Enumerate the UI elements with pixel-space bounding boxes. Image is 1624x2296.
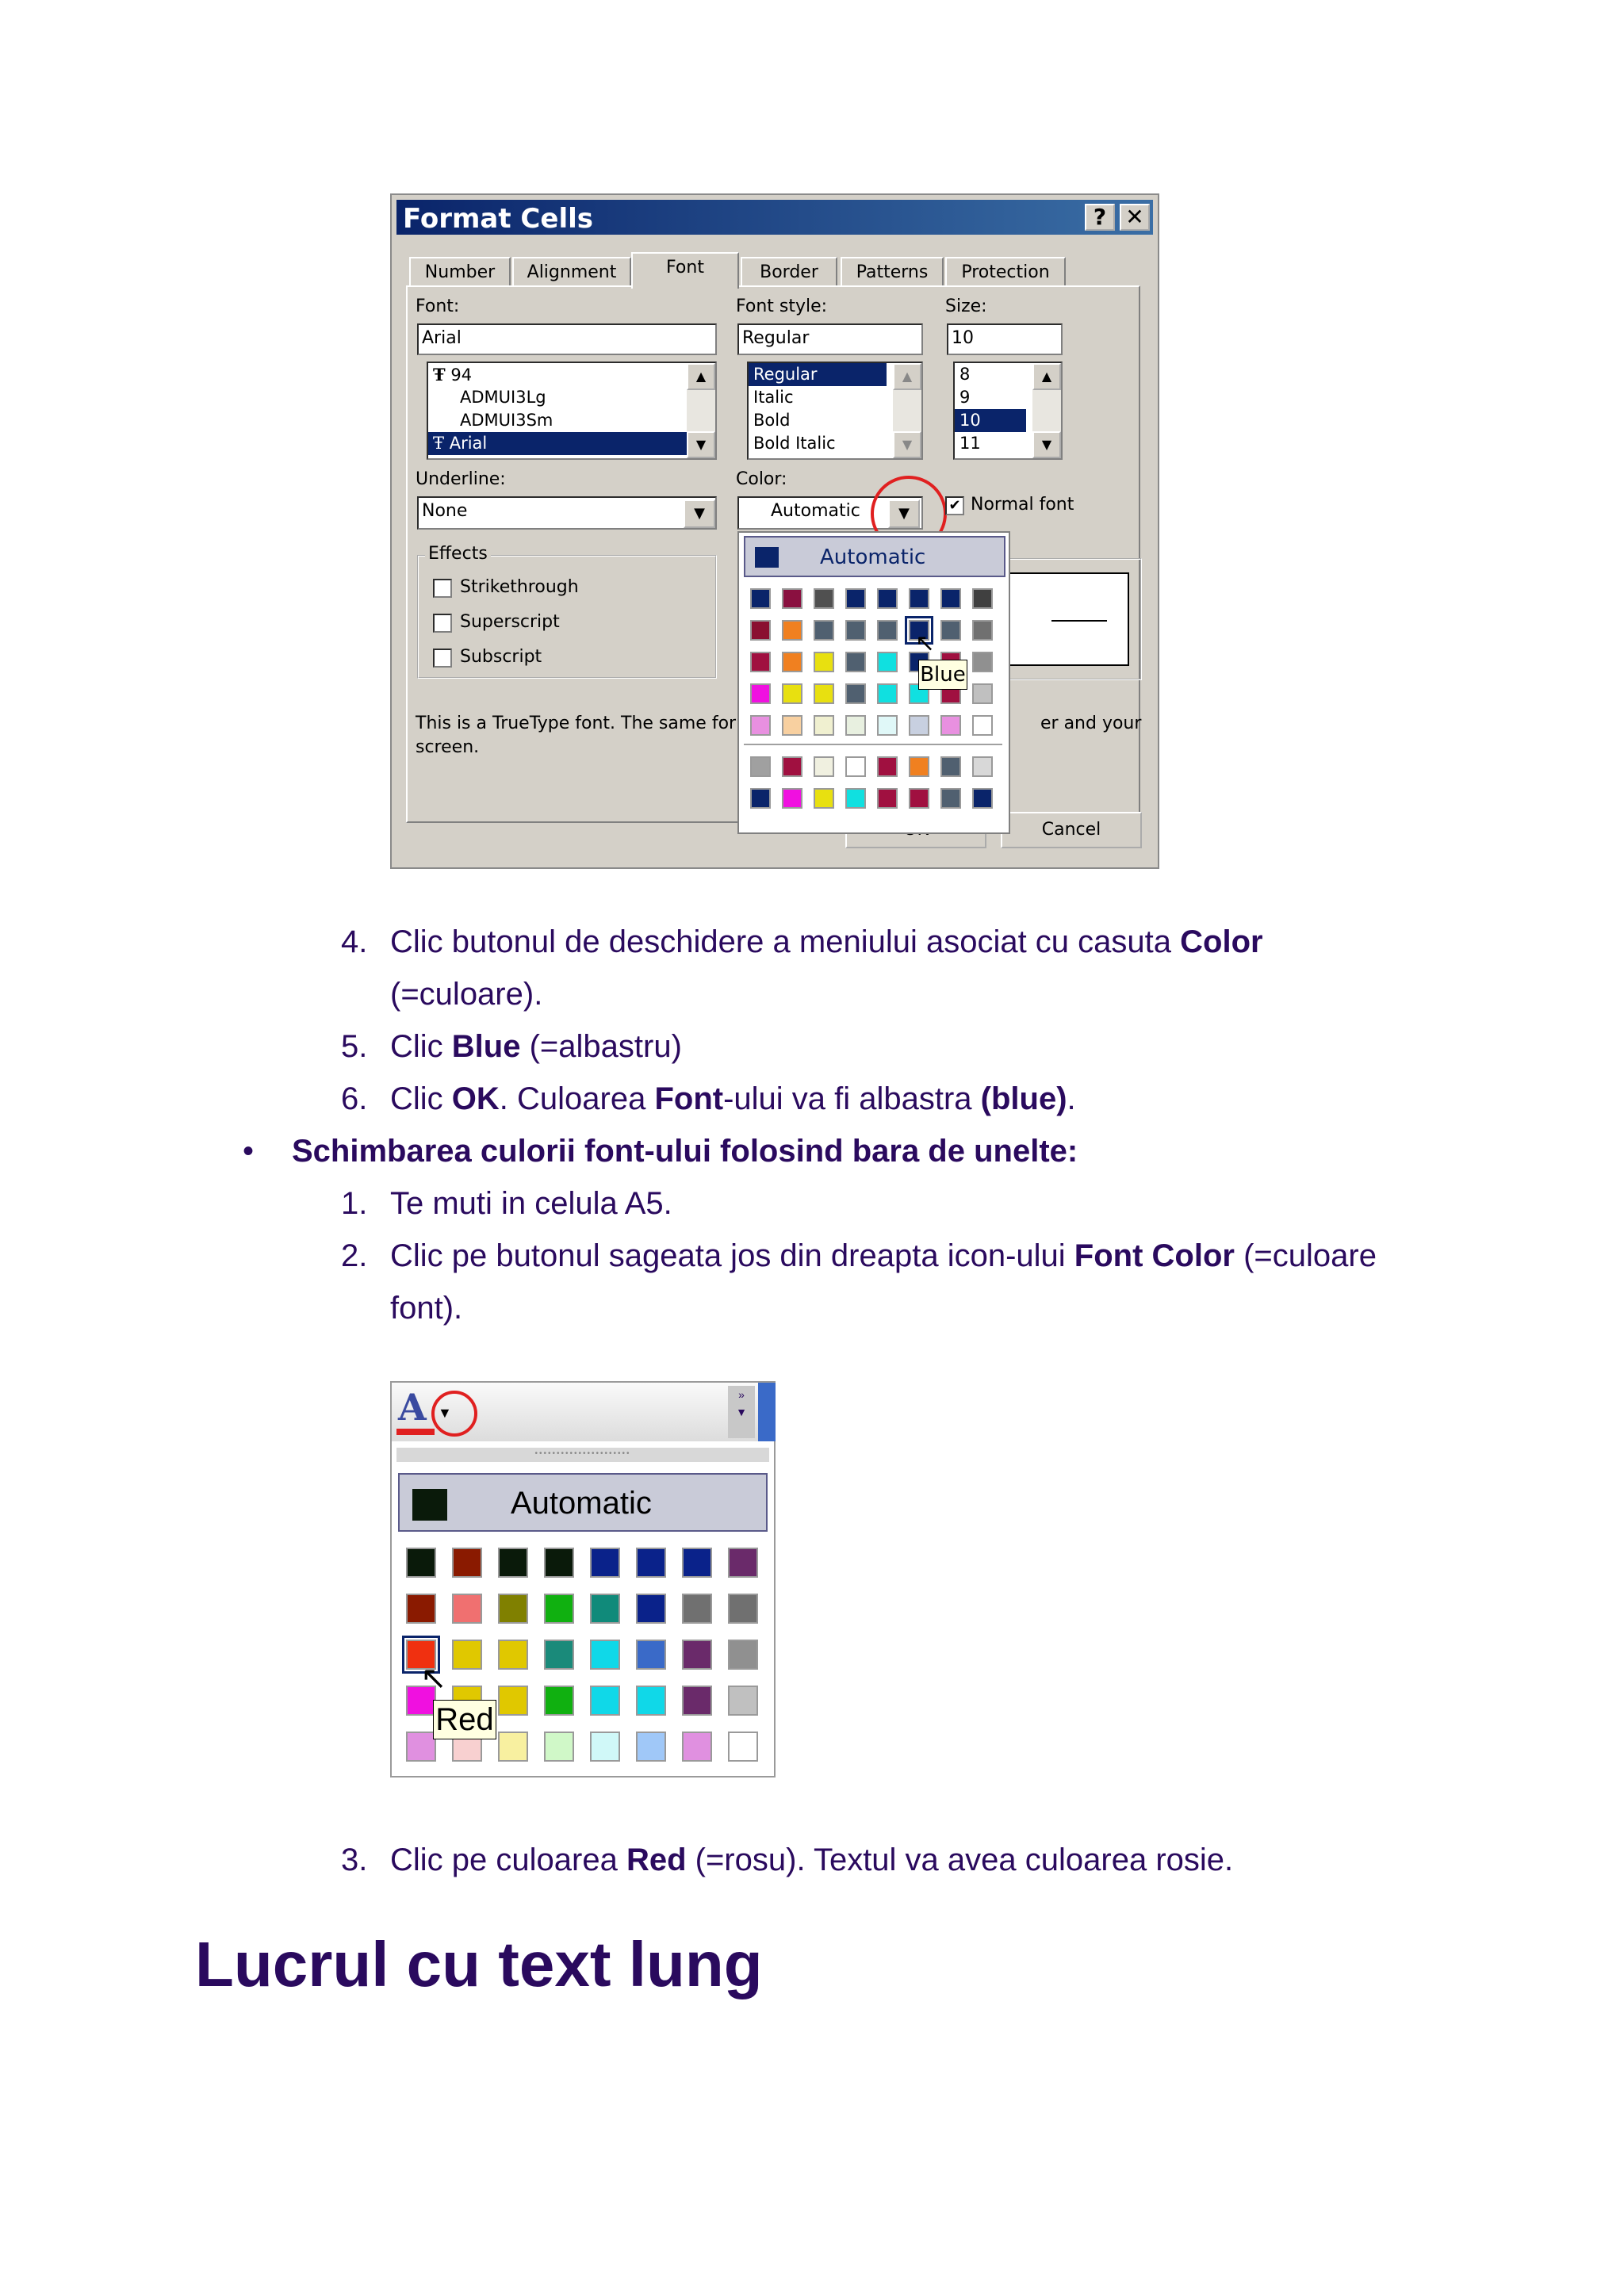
color-swatch[interactable] xyxy=(728,1732,758,1762)
underline-label: Underline: xyxy=(416,469,506,489)
color-swatch[interactable] xyxy=(909,788,929,809)
scroll-up-icon[interactable]: ▲ xyxy=(687,363,715,390)
color-swatch[interactable] xyxy=(909,715,929,736)
color-swatch[interactable] xyxy=(544,1686,574,1716)
section-heading: Lucrul cu text lung xyxy=(195,1929,763,1999)
color-swatch[interactable] xyxy=(845,788,866,809)
tab-font[interactable]: Font xyxy=(631,252,739,289)
subscript-label: Subscript xyxy=(460,647,542,667)
superscript-label: Superscript xyxy=(460,612,560,632)
list-item-selected[interactable]: Regular xyxy=(749,363,887,386)
color-swatch[interactable] xyxy=(814,788,834,809)
color-swatch[interactable] xyxy=(877,683,898,704)
tab-patterns[interactable]: Patterns xyxy=(841,257,944,287)
list-item[interactable]: Bold xyxy=(753,411,791,430)
color-swatch[interactable] xyxy=(814,588,834,609)
scroll-down-icon[interactable]: ▼ xyxy=(1032,431,1061,458)
color-swatch[interactable] xyxy=(782,588,802,609)
color-swatch[interactable] xyxy=(498,1594,528,1624)
color-swatch[interactable] xyxy=(636,1732,666,1762)
font-list-scrollbar[interactable] xyxy=(687,363,715,458)
color-swatch[interactable] xyxy=(590,1640,620,1670)
color-swatch[interactable] xyxy=(750,756,771,777)
toolbar-overflow-icon[interactable]: » ▼ xyxy=(728,1386,755,1438)
size-list-scrollbar[interactable] xyxy=(1032,363,1061,458)
color-swatch[interactable] xyxy=(544,1548,574,1578)
font-label: Font: xyxy=(416,297,460,316)
truetype-icon: Ŧ xyxy=(433,434,445,453)
bullet-icon: • xyxy=(243,1134,255,1169)
color-swatch[interactable] xyxy=(750,620,771,641)
color-swatch[interactable] xyxy=(972,683,993,704)
list-item[interactable]: Italic xyxy=(753,388,794,407)
color-swatch[interactable] xyxy=(590,1548,620,1578)
color-swatch[interactable] xyxy=(940,620,961,641)
color-swatch[interactable] xyxy=(728,1686,758,1716)
color-swatch[interactable] xyxy=(814,715,834,736)
help-button[interactable]: ? xyxy=(1085,204,1115,231)
automatic-swatch xyxy=(755,547,779,568)
color-swatch[interactable] xyxy=(682,1732,712,1762)
effects-label: Effects xyxy=(425,544,491,564)
info-text-end: er and your xyxy=(1040,714,1142,733)
color-swatch[interactable] xyxy=(728,1594,758,1624)
step-2-text: Clic pe butonul sageata jos din dreapta icon-ului Font Color (=culoare xyxy=(390,1238,1377,1273)
color-swatch[interactable] xyxy=(750,652,771,672)
scroll-up-icon[interactable]: ▲ xyxy=(1032,363,1061,390)
size-input[interactable]: 10 xyxy=(947,323,1063,355)
step-number: 5. xyxy=(341,1029,368,1064)
color-swatch[interactable] xyxy=(782,683,802,704)
font-input[interactable]: Arial xyxy=(417,323,717,355)
color-swatch[interactable] xyxy=(544,1732,574,1762)
color-swatch[interactable] xyxy=(782,652,802,672)
tab-protection[interactable]: Protection xyxy=(945,257,1066,287)
color-swatch[interactable] xyxy=(814,620,834,641)
color-swatch[interactable] xyxy=(682,1548,712,1578)
color-swatch[interactable] xyxy=(972,652,993,672)
automatic-label: Automatic xyxy=(511,1486,652,1521)
font-color-toolbar-palette xyxy=(390,1381,776,1777)
color-swatch[interactable] xyxy=(845,683,866,704)
chevron-down-icon[interactable]: ▼ xyxy=(438,1405,452,1421)
strikethrough-label: Strikethrough xyxy=(460,577,579,597)
step-3-text: Clic pe culoarea Red (=rosu). Textul va avea culoarea rosie. xyxy=(390,1843,1234,1877)
list-item-selected[interactable]: Ŧ Arial xyxy=(428,432,715,455)
size-list[interactable] xyxy=(953,362,1063,460)
color-swatch[interactable] xyxy=(972,588,993,609)
red-tooltip: Red xyxy=(433,1700,496,1739)
color-swatch[interactable] xyxy=(682,1594,712,1624)
strikethrough-checkbox[interactable] xyxy=(433,579,452,598)
step-number: 3. xyxy=(341,1843,368,1877)
info-text-line2: screen. xyxy=(416,737,480,757)
truetype-icon: Ŧ xyxy=(433,365,446,385)
color-swatch[interactable] xyxy=(782,756,802,777)
dialog-title: Format Cells xyxy=(403,203,593,235)
automatic-label: Automatic xyxy=(820,545,926,569)
palette-divider xyxy=(744,744,1002,745)
color-swatch[interactable] xyxy=(877,652,898,672)
color-swatch[interactable] xyxy=(814,652,834,672)
color-swatch[interactable] xyxy=(636,1594,666,1624)
color-swatch[interactable] xyxy=(782,788,802,809)
color-swatch[interactable] xyxy=(814,683,834,704)
color-swatch[interactable] xyxy=(877,756,898,777)
color-swatch[interactable] xyxy=(590,1686,620,1716)
list-item[interactable]: ADMUI3Sm xyxy=(460,411,553,430)
color-swatch[interactable] xyxy=(728,1640,758,1670)
info-text: This is a TrueType font. The same for xyxy=(416,714,737,733)
color-swatch[interactable] xyxy=(498,1640,528,1670)
color-swatch[interactable] xyxy=(498,1548,528,1578)
color-label: Color: xyxy=(736,469,787,489)
step-6-text: Clic OK. Culoarea Font-ului va fi albastra (blue). xyxy=(390,1081,1076,1116)
color-swatch[interactable] xyxy=(498,1686,528,1716)
color-swatch[interactable] xyxy=(682,1640,712,1670)
list-item[interactable]: Ŧ 94 xyxy=(433,365,473,385)
dialog-titlebar xyxy=(396,200,1153,235)
color-swatch[interactable] xyxy=(636,1640,666,1670)
color-swatch[interactable] xyxy=(909,588,929,609)
color-swatch[interactable] xyxy=(782,715,802,736)
toolbar-strip xyxy=(392,1383,774,1441)
step-1-text: Te muti in celula A5. xyxy=(390,1186,672,1221)
color-swatch[interactable] xyxy=(845,756,866,777)
font-style-scrollbar[interactable] xyxy=(893,363,921,458)
color-swatch[interactable] xyxy=(940,588,961,609)
automatic-color-option[interactable] xyxy=(744,536,1005,577)
scroll-up-icon[interactable]: ▲ xyxy=(893,363,921,390)
scroll-down-icon[interactable]: ▼ xyxy=(687,431,715,458)
step-4-text-cont: (=culoare). xyxy=(390,977,543,1012)
font-color-icon[interactable]: A xyxy=(398,1386,427,1429)
list-item[interactable]: 9 xyxy=(959,388,971,407)
normal-font-label: Normal font xyxy=(971,495,1074,515)
highlight-circle xyxy=(431,1391,477,1437)
step-number: 6. xyxy=(341,1081,368,1116)
cancel-button[interactable]: Cancel xyxy=(1001,812,1142,848)
step-number: 4. xyxy=(341,924,368,959)
font-style-label: Font style: xyxy=(736,297,828,316)
underline-select[interactable]: None xyxy=(417,496,717,530)
chevron-down-icon[interactable]: ▼ xyxy=(684,499,715,528)
color-swatch[interactable] xyxy=(750,788,771,809)
color-swatch[interactable] xyxy=(452,1640,482,1670)
font-list[interactable] xyxy=(427,362,717,460)
color-swatch[interactable] xyxy=(814,756,834,777)
section-bullet-heading: Schimbarea culorii font-ului folosind bara de unelte: xyxy=(292,1134,1078,1169)
step-5-text: Clic Blue (=albastru) xyxy=(390,1029,682,1064)
blue-tooltip: Blue xyxy=(918,660,967,690)
color-swatch[interactable] xyxy=(845,652,866,672)
color-swatch[interactable] xyxy=(750,588,771,609)
automatic-color-option[interactable] xyxy=(398,1473,768,1532)
toolbar-edge xyxy=(758,1383,776,1441)
tab-alignment[interactable]: Alignment xyxy=(512,257,631,287)
subscript-checkbox[interactable] xyxy=(433,649,452,668)
color-swatch[interactable] xyxy=(845,620,866,641)
color-swatch[interactable] xyxy=(940,715,961,736)
color-swatch[interactable] xyxy=(682,1686,712,1716)
scroll-down-icon[interactable]: ▼ xyxy=(893,431,921,458)
size-label: Size: xyxy=(945,297,987,316)
color-swatch[interactable] xyxy=(972,788,993,809)
preview-line xyxy=(1051,620,1107,622)
font-style-input[interactable]: Regular xyxy=(737,323,923,355)
color-swatch[interactable] xyxy=(877,788,898,809)
color-swatch[interactable] xyxy=(909,756,929,777)
close-button[interactable]: ✕ xyxy=(1120,204,1150,231)
list-item[interactable]: Bold Italic xyxy=(753,434,836,453)
mouse-cursor-icon: ↖ xyxy=(420,1661,447,1696)
color-swatch[interactable] xyxy=(940,788,961,809)
font-color-bar xyxy=(396,1429,435,1435)
tab-number[interactable]: Number xyxy=(409,257,511,287)
color-palette-popup xyxy=(737,531,1010,834)
step-4-text: Clic butonul de deschidere a meniului asociat cu casuta Color xyxy=(390,924,1263,959)
list-item[interactable]: ADMUI3Lg xyxy=(460,388,546,407)
color-swatch[interactable] xyxy=(406,1548,436,1578)
color-swatch[interactable] xyxy=(877,620,898,641)
color-swatch[interactable] xyxy=(845,588,866,609)
color-swatch[interactable] xyxy=(782,620,802,641)
drag-handle[interactable]: •••••••••••••••••••••• xyxy=(396,1448,769,1462)
color-swatch[interactable] xyxy=(750,715,771,736)
color-swatch[interactable] xyxy=(750,683,771,704)
color-swatch[interactable] xyxy=(452,1594,482,1624)
color-swatch[interactable] xyxy=(406,1732,436,1762)
color-swatch[interactable] xyxy=(877,588,898,609)
color-swatch[interactable] xyxy=(498,1732,528,1762)
step-number: 1. xyxy=(341,1186,368,1221)
color-swatch[interactable] xyxy=(590,1732,620,1762)
color-swatch[interactable] xyxy=(972,756,993,777)
step-number: 2. xyxy=(341,1238,368,1273)
color-swatch[interactable] xyxy=(544,1640,574,1670)
superscript-checkbox[interactable] xyxy=(433,614,452,633)
color-swatch[interactable] xyxy=(845,715,866,736)
color-swatch[interactable] xyxy=(877,715,898,736)
chevron-down-icon[interactable]: ▼ xyxy=(888,499,920,528)
color-swatch[interactable] xyxy=(636,1548,666,1578)
color-swatch[interactable] xyxy=(544,1594,574,1624)
color-swatch[interactable] xyxy=(406,1594,436,1624)
color-swatch[interactable] xyxy=(590,1594,620,1624)
normal-font-checkbox[interactable]: ✔ xyxy=(945,496,964,515)
mouse-cursor-icon: ↖ xyxy=(915,629,936,657)
color-swatch[interactable] xyxy=(452,1548,482,1578)
color-swatch[interactable] xyxy=(972,715,993,736)
step-2-text-cont: font). xyxy=(390,1291,463,1326)
tab-border[interactable]: Border xyxy=(741,257,837,287)
list-item[interactable]: 11 xyxy=(959,434,981,453)
list-item[interactable]: 8 xyxy=(959,365,971,384)
format-cells-dialog xyxy=(390,193,1159,869)
color-select[interactable]: Automatic xyxy=(737,496,923,530)
color-swatch[interactable] xyxy=(972,620,993,641)
color-swatch[interactable] xyxy=(728,1548,758,1578)
font-style-list[interactable] xyxy=(747,362,923,460)
automatic-swatch xyxy=(412,1489,447,1521)
list-item-selected[interactable]: 10 xyxy=(955,409,1026,432)
color-swatch[interactable] xyxy=(636,1686,666,1716)
color-swatch[interactable] xyxy=(940,756,961,777)
